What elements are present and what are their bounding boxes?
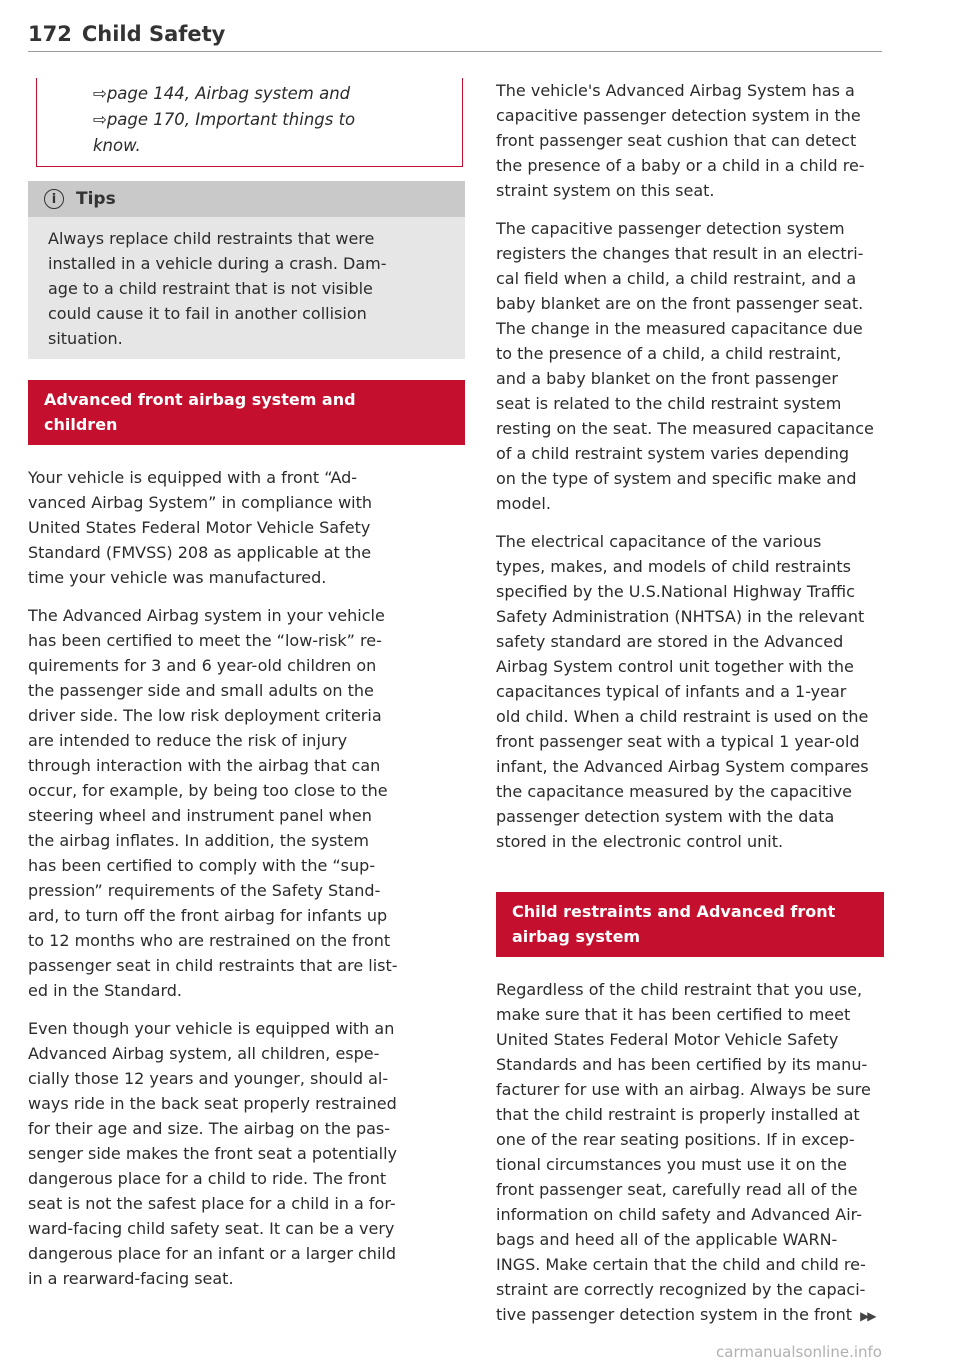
paragraph: [496, 216, 884, 516]
text-line: passenger seat in child restraints that are list-: [28, 956, 398, 975]
left-column: [28, 78, 465, 1304]
header-divider: [28, 51, 882, 52]
text-line: has been certified to meet the “low-risk” re-: [28, 631, 382, 650]
text-line: facturer for use with an airbag. Always be sure: [496, 1080, 871, 1099]
text-line: passenger detection system with the data: [496, 807, 835, 826]
text-line: on the type of system and specific make and: [496, 469, 857, 488]
text-line: pression” requirements of the Safety Stand-: [28, 881, 381, 900]
text-line: registers the changes that result in an electri-: [496, 244, 864, 263]
text-line: front passenger seat, carefully read all of the: [496, 1180, 858, 1199]
paragraph: [496, 529, 884, 854]
text-line: dangerous place for a child to ride. The front: [28, 1169, 387, 1188]
text-line: ward-facing child safety seat. It can be a very: [28, 1219, 395, 1238]
paragraph: [28, 465, 465, 590]
text-line: the airbag inflates. In addition, the system: [28, 831, 369, 850]
text-line: Airbag System control unit together with the: [496, 657, 854, 676]
text-line: quirements for 3 and 6 year-old children on: [28, 656, 377, 675]
text-line: specified by the U.S.National Highway Traffic: [496, 582, 855, 601]
tip-text-line: could cause it to fail in another collision: [48, 304, 367, 323]
text-line: are intended to reduce the risk of injury: [28, 731, 348, 750]
text-line: Safety Administration (NHTSA) in the relevant: [496, 607, 865, 626]
text-line: infant, the Advanced Airbag System compares: [496, 757, 869, 776]
text-line: Even though your vehicle is equipped with an: [28, 1019, 395, 1038]
tip-text-line: Always replace child restraints that were: [48, 229, 375, 248]
warning-box-continuation: [36, 78, 463, 167]
warning-reference-line: know.: [93, 136, 141, 155]
text-line: types, makes, and models of child restraints: [496, 557, 851, 576]
text-line: Standards and has been certified by its manu-: [496, 1055, 868, 1074]
text-line: for their age and size. The airbag on the pas-: [28, 1119, 391, 1138]
text-line: cially those 12 years and younger, should al-: [28, 1069, 389, 1088]
right-column: [496, 78, 884, 1329]
text-line: occur, for example, by being too close to the: [28, 781, 388, 800]
text-line: United States Federal Motor Vehicle Safety: [28, 518, 371, 537]
text-line: The vehicle's Advanced Airbag System has a: [496, 81, 855, 100]
text-line: through interaction with the airbag that can: [28, 756, 381, 775]
text-line: seat is related to the child restraint system: [496, 394, 842, 413]
paragraph: [28, 1016, 465, 1291]
tips-label: Tips: [76, 189, 116, 209]
text-line: in a rearward-facing seat.: [28, 1269, 234, 1288]
text-line: steering wheel and instrument panel when: [28, 806, 372, 825]
section-title: Child Safety: [81, 22, 226, 46]
text-line: bags and heed all of the applicable WARN-: [496, 1230, 838, 1249]
tip-text-line: situation.: [48, 329, 123, 348]
text-line: information on child safety and Advanced Air-: [496, 1205, 862, 1224]
text-line: to 12 months who are restrained on the front: [28, 931, 391, 950]
text-line: The change in the measured capacitance due: [496, 319, 863, 338]
text-line: The electrical capacitance of the various: [496, 532, 822, 551]
text-line: Advanced Airbag system, all children, espe-: [28, 1044, 380, 1063]
text-line: stored in the electronic control unit.: [496, 832, 784, 851]
continue-arrow-icon: ▶▶: [860, 1309, 875, 1323]
tips-body: [28, 217, 465, 359]
watermark: carmanualsonline.info: [716, 1343, 882, 1361]
warning-reference-line: ⇨page 144, Airbag system and: [93, 84, 351, 103]
tip-text-line: installed in a vehicle during a crash. Dam-: [48, 254, 387, 273]
text-line: cal field when a child, a child restraint, and a: [496, 269, 857, 288]
page-header: [28, 22, 882, 52]
tips-header: [28, 181, 465, 217]
text-line: the capacitance measured by the capacitive: [496, 782, 853, 801]
text-line: model.: [496, 494, 551, 513]
paragraph: [496, 78, 884, 203]
text-line: vanced Airbag System” in compliance with: [28, 493, 373, 512]
warning-reference-line: ⇨page 170, Important things to: [93, 110, 356, 129]
text-line: The Advanced Airbag system in your vehicle: [28, 606, 385, 625]
right-final-paragraph: [496, 977, 884, 1329]
tip-text-line: age to a child restraint that is not visible: [48, 279, 373, 298]
text-line: straint system on this seat.: [496, 181, 715, 200]
section-heading-child-restraints: [496, 892, 884, 957]
text-line: tive passenger detection system in the front ▶▶: [496, 1302, 884, 1329]
left-body-text: [28, 465, 465, 1291]
text-line: Regardless of the child restraint that you use,: [496, 980, 863, 999]
text-line: to the presence of a child, a child restraint,: [496, 344, 842, 363]
info-icon: i: [44, 189, 64, 209]
text-line: of a child restraint system varies depending: [496, 444, 850, 463]
text-line: resting on the seat. The measured capacitance: [496, 419, 874, 438]
heading-line: airbag system: [512, 927, 641, 946]
text-line: ard, to turn off the front airbag for infants up: [28, 906, 388, 925]
heading-line: Child restraints and Advanced front: [512, 902, 836, 921]
right-body-text: [496, 78, 884, 854]
text-line: old child. When a child restraint is used on the: [496, 707, 869, 726]
text-line: make sure that it has been certified to meet: [496, 1005, 851, 1024]
text-line: capacitances typical of infants and a 1-year: [496, 682, 847, 701]
text-line: the passenger side and small adults on the: [28, 681, 374, 700]
text-line: front passenger seat cushion that can detect: [496, 131, 857, 150]
text-line: safety standard are stored in the Advanced: [496, 632, 844, 651]
text-line: has been certified to comply with the “sup-: [28, 856, 376, 875]
text-line: INGS. Make certain that the child and child re-: [496, 1255, 866, 1274]
text-line: senger side makes the front seat a potentially: [28, 1144, 398, 1163]
paragraph: [28, 603, 465, 1003]
text-line: Standard (FMVSS) 208 as applicable at the: [28, 543, 372, 562]
text-line: and a baby blanket on the front passenger: [496, 369, 838, 388]
text-line: baby blanket are on the front passenger seat.: [496, 294, 864, 313]
heading-line: children: [44, 415, 118, 434]
page-number: 172: [28, 22, 72, 46]
text-line: Your vehicle is equipped with a front “Ad-: [28, 468, 358, 487]
text-line: United States Federal Motor Vehicle Safety: [496, 1030, 839, 1049]
text-line: driver side. The low risk deployment criteria: [28, 706, 382, 725]
text-line: tional circumstances you must use it on the: [496, 1155, 847, 1174]
text-line: that the child restraint is properly installed at: [496, 1105, 860, 1124]
text-line: ways ride in the back seat properly restrained: [28, 1094, 397, 1113]
heading-line: Advanced front airbag system and: [44, 390, 356, 409]
text-line: one of the rear seating positions. If in excep-: [496, 1130, 855, 1149]
text-line: front passenger seat with a typical 1 year-old: [496, 732, 860, 751]
text-line: The capacitive passenger detection system: [496, 219, 845, 238]
text-line: ed in the Standard.: [28, 981, 182, 1000]
section-heading-advanced-airbag: [28, 380, 465, 445]
text-line: capacitive passenger detection system in the: [496, 106, 861, 125]
text-line: time your vehicle was manufactured.: [28, 568, 327, 587]
text-line: seat is not the safest place for a child in a for-: [28, 1194, 396, 1213]
text-line: the presence of a baby or a child in a child re-: [496, 156, 865, 175]
text-line: dangerous place for an infant or a larger child: [28, 1244, 396, 1263]
text-line: straint are correctly recognized by the capaci-: [496, 1280, 866, 1299]
